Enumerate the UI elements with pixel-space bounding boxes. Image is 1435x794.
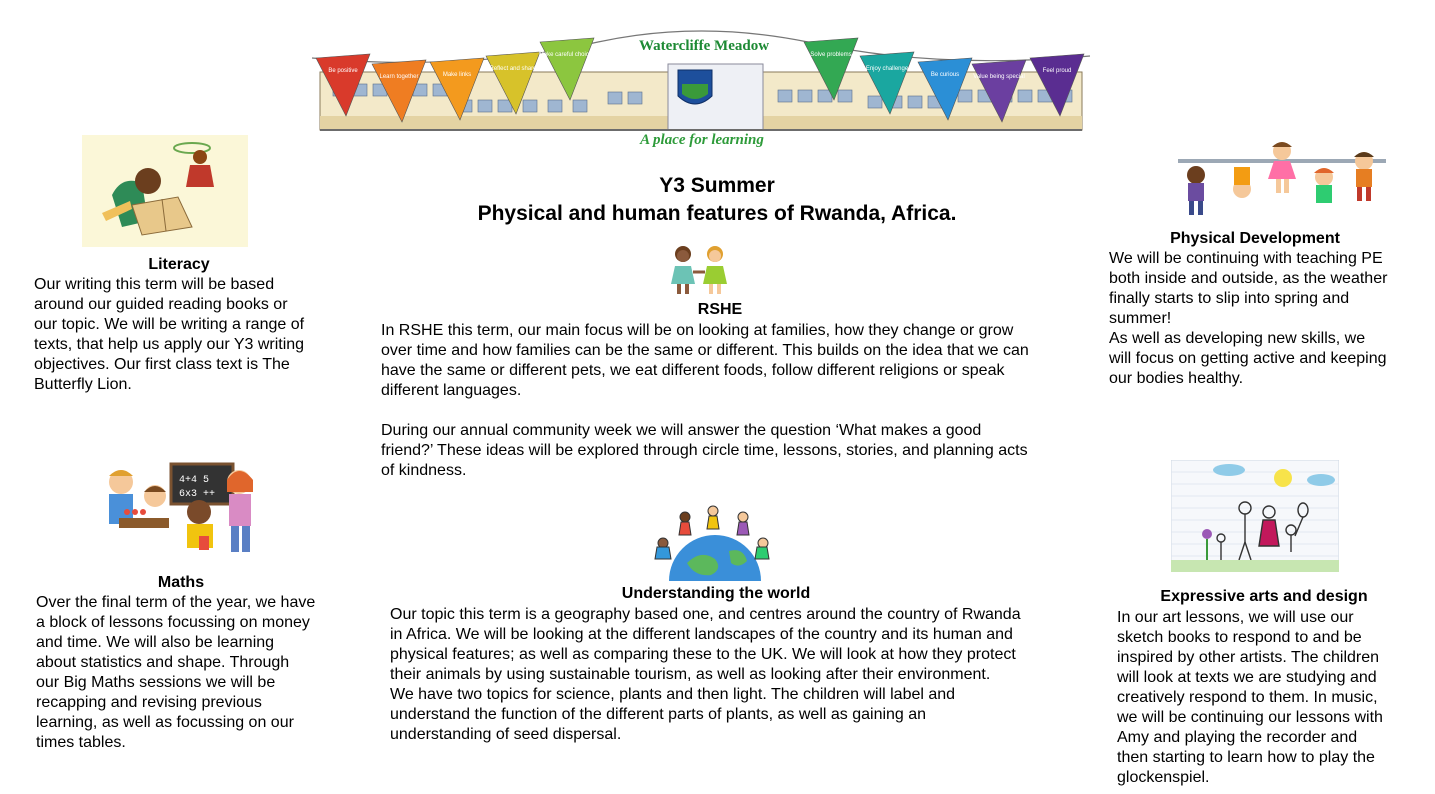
bunting-flag — [918, 58, 972, 120]
svg-text:Enjoy challenge: Enjoy challenge — [865, 66, 909, 72]
physical-text: We will be continuing with teaching PE both inside and outside, as the weather finally starts to slip into spring and summer! As well as developing new skills, we will focus on getting active and keeping our bodies healthy. — [1109, 250, 1388, 387]
bunting-flag — [486, 52, 540, 114]
svg-text:Be curious: Be curious — [930, 72, 960, 78]
maths-text: Over the final term of the year, we have a block of lessons focussing on money and time. We will also be learning about statistics and shape. Through our Big Maths sessions we will be recapping and revising previous learning, as well as focussing on our times tables. — [36, 594, 316, 751]
bunting-flag — [316, 54, 370, 116]
bunting-flag — [804, 38, 858, 100]
bunting-flag — [372, 60, 426, 122]
svg-text:Make careful choices: Make careful choices — [538, 52, 596, 58]
svg-text:Be positive: Be positive — [328, 68, 358, 74]
arts-heading: Expressive arts and design — [1160, 588, 1368, 605]
svg-text:Value being special: Value being special — [973, 74, 1025, 80]
arts-illustration — [1171, 460, 1339, 572]
bunting-flag — [972, 60, 1026, 122]
school-name: Watercliffe Meadow — [638, 38, 770, 54]
page-title — [380, 172, 1054, 228]
physical-illustration — [1178, 137, 1386, 219]
svg-text:6x3 ++: 6x3 ++ — [179, 489, 216, 500]
literacy-text: Our writing this term will be based around our guided reading books or our topic. We will be writing a range of texts, that help us apply our Y3 writing objectives. Our first class text is The Butterfly Lion. — [34, 276, 305, 393]
bunting-flag — [860, 52, 914, 114]
school-tagline: A place for learning — [640, 132, 764, 148]
physical-heading: Physical Development — [1170, 230, 1340, 247]
school-banner — [308, 12, 1092, 157]
title-line-2: Physical and human features of Rwanda, Africa. — [477, 202, 957, 225]
svg-text:Feel proud: Feel proud — [1042, 68, 1072, 74]
rshe-text: In RSHE this term, our main focus will be on looking at families, how they change or grow over time and how families can be the same or different. This builds on the idea that we can have the same or different pets, we eat different foods, follow different religions or speak different languages. During our annual community week we will answer the question ‘What makes a good friend?’ These ideas will be explored through circle time, lessons, stories, and planning acts of kindness. — [381, 322, 1029, 479]
literacy-heading: Literacy — [148, 256, 210, 273]
svg-text:Learn together: Learn together — [379, 74, 419, 80]
bunting-flag — [539, 38, 595, 100]
bunting-flag — [430, 58, 484, 120]
world-illustration — [651, 503, 779, 581]
svg-text:Reflect and share: Reflect and share — [489, 66, 537, 72]
bunting-flag — [1030, 54, 1084, 116]
svg-text:Solve problems: Solve problems — [810, 52, 852, 58]
rshe-illustration — [667, 244, 735, 296]
understanding-text: Our topic this term is a geography based one, and centres around the country of Rwanda in Africa. We will be looking at the different landscapes of the country and its human and physical features; as well as comparing these to the UK. We will look at how they protect their animals by using sustainable tourism, as well as looking after their environment. We have two topics for science, plants and then light. The children will label and understand the function of the different parts of plants, as well as gaining an understanding of seed dispersal. — [390, 606, 1021, 743]
svg-text:Make links: Make links — [442, 72, 472, 78]
title-line-1: Y3 Summer — [659, 174, 775, 197]
maths-illustration — [99, 462, 261, 562]
arts-text: In our art lessons, we will use our sketch books to respond to and be inspired by other artists. The children will look at texts we are studying and creatively respond to them. In music, we will be continuing our lessons with Amy and playing the recorder and then starting to learn how to play the glockenspiel. — [1117, 609, 1383, 786]
understanding-heading: Understanding the world — [621, 585, 811, 602]
rshe-heading: RSHE — [697, 301, 743, 318]
maths-heading: Maths — [157, 574, 205, 591]
svg-text:4+4 5: 4+4 5 — [179, 475, 210, 486]
literacy-illustration — [82, 135, 248, 247]
